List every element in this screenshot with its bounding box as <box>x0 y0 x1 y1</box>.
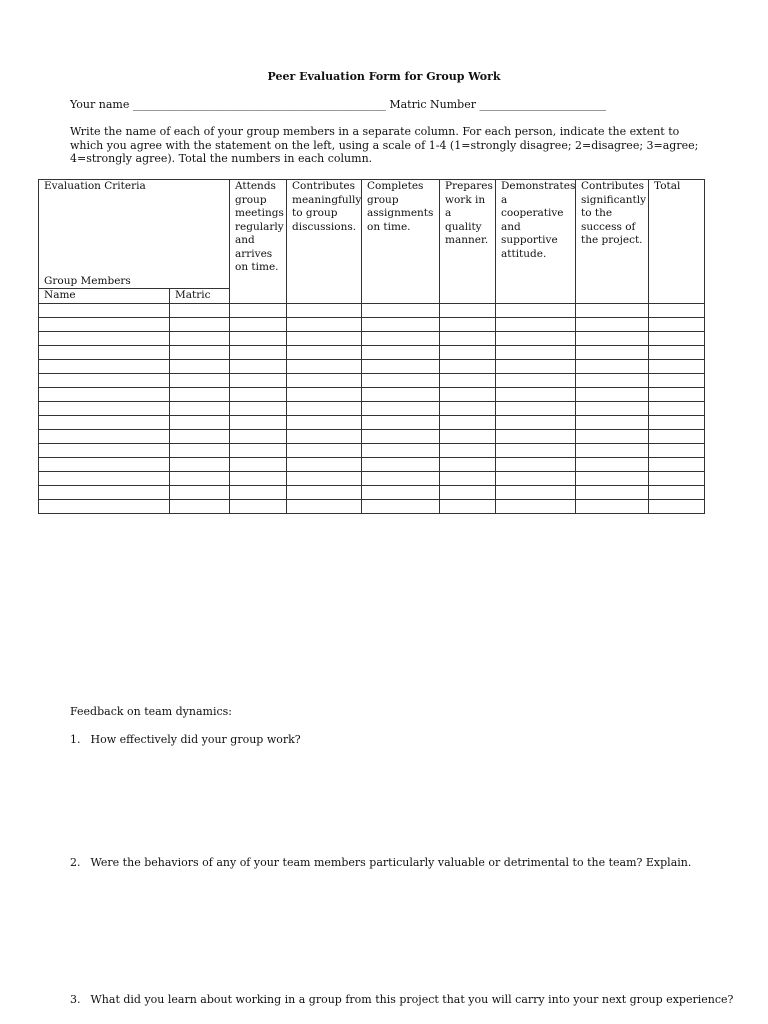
score-cell[interactable] <box>496 415 576 429</box>
score-cell[interactable] <box>496 401 576 415</box>
score-cell[interactable] <box>230 471 287 485</box>
score-cell[interactable] <box>576 317 649 331</box>
score-cell[interactable] <box>576 457 649 471</box>
score-cell[interactable] <box>287 331 362 345</box>
score-cell[interactable] <box>362 359 440 373</box>
total-cell[interactable] <box>649 499 705 513</box>
total-cell[interactable] <box>649 359 705 373</box>
member-row <box>39 429 705 443</box>
member-row <box>39 499 705 513</box>
total-cell[interactable] <box>649 345 705 359</box>
score-cell[interactable] <box>440 443 496 457</box>
total-cell[interactable] <box>649 429 705 443</box>
member-matric-cell[interactable] <box>170 401 230 415</box>
score-cell[interactable] <box>440 415 496 429</box>
score-cell[interactable] <box>230 373 287 387</box>
question-number: 1. <box>70 733 81 746</box>
total-cell[interactable] <box>649 373 705 387</box>
question-2 <box>70 856 691 869</box>
member-matric-cell[interactable] <box>170 373 230 387</box>
score-cell[interactable] <box>440 471 496 485</box>
member-name-cell[interactable] <box>39 457 170 471</box>
score-cell[interactable] <box>362 345 440 359</box>
member-matric-cell[interactable] <box>170 471 230 485</box>
member-matric-cell[interactable] <box>170 485 230 499</box>
score-cell[interactable] <box>496 457 576 471</box>
score-cell[interactable] <box>362 387 440 401</box>
total-cell[interactable] <box>649 471 705 485</box>
score-cell[interactable] <box>496 499 576 513</box>
your-name-label: Your name <box>70 98 130 111</box>
score-cell[interactable] <box>576 429 649 443</box>
score-cell[interactable] <box>287 387 362 401</box>
member-row <box>39 345 705 359</box>
score-cell[interactable] <box>287 499 362 513</box>
evaluation-criteria-label: Evaluation Criteria <box>44 180 146 192</box>
member-name-cell[interactable] <box>39 317 170 331</box>
score-cell[interactable] <box>576 415 649 429</box>
score-cell[interactable] <box>230 499 287 513</box>
member-row <box>39 331 705 345</box>
score-cell[interactable] <box>362 415 440 429</box>
member-rows <box>39 303 705 513</box>
form-title: Peer Evaluation Form for Group Work <box>267 70 501 83</box>
member-row <box>39 485 705 499</box>
score-cell[interactable] <box>287 345 362 359</box>
score-cell[interactable] <box>440 485 496 499</box>
score-cell[interactable] <box>496 373 576 387</box>
criterion-header: Contributes significantly to the success of the project. <box>576 180 649 304</box>
score-cell[interactable] <box>362 331 440 345</box>
question-text: How effectively did your group work? <box>90 733 301 746</box>
score-cell[interactable] <box>496 443 576 457</box>
member-row <box>39 303 705 317</box>
score-cell[interactable] <box>576 303 649 317</box>
instructions: Write the name of each of your group members in a separate column. For each person, indicate the extent to which you agree with the statement on the left, using a scale of 1-4 (1=strongly disagree; 2=disagree; 3=agree; 4=strongly agree). Total the numbers in each column. <box>70 125 699 165</box>
member-name-cell[interactable] <box>39 359 170 373</box>
total-cell[interactable] <box>649 303 705 317</box>
score-cell[interactable] <box>362 443 440 457</box>
total-cell[interactable] <box>649 331 705 345</box>
member-row <box>39 415 705 429</box>
criteria-header-row <box>39 180 705 289</box>
matric-number-label: Matric Number <box>389 98 476 111</box>
member-name-cell[interactable] <box>39 471 170 485</box>
member-matric-cell[interactable] <box>170 303 230 317</box>
member-name-cell[interactable] <box>39 331 170 345</box>
criterion-header: Completes group assignments on time. <box>362 180 440 304</box>
member-matric-cell[interactable] <box>170 443 230 457</box>
score-cell[interactable] <box>287 471 362 485</box>
score-cell[interactable] <box>362 401 440 415</box>
member-name-cell[interactable] <box>39 415 170 429</box>
member-name-cell[interactable] <box>39 429 170 443</box>
question-3 <box>70 993 733 1006</box>
score-cell[interactable] <box>440 401 496 415</box>
score-cell[interactable] <box>287 401 362 415</box>
score-cell[interactable] <box>287 429 362 443</box>
total-cell[interactable] <box>649 387 705 401</box>
score-cell[interactable] <box>362 499 440 513</box>
score-cell[interactable] <box>287 485 362 499</box>
score-cell[interactable] <box>230 443 287 457</box>
score-cell[interactable] <box>287 457 362 471</box>
score-cell[interactable] <box>440 317 496 331</box>
score-cell[interactable] <box>362 429 440 443</box>
score-cell[interactable] <box>230 415 287 429</box>
matric-number-field[interactable]: _______________________ <box>479 98 606 111</box>
score-cell[interactable] <box>496 331 576 345</box>
score-cell[interactable] <box>287 415 362 429</box>
score-cell[interactable] <box>496 359 576 373</box>
score-cell[interactable] <box>440 359 496 373</box>
score-cell[interactable] <box>440 457 496 471</box>
score-cell[interactable] <box>230 359 287 373</box>
member-name-cell[interactable] <box>39 303 170 317</box>
score-cell[interactable] <box>362 373 440 387</box>
score-cell[interactable] <box>496 429 576 443</box>
total-cell[interactable] <box>649 415 705 429</box>
group-members-label: Group Members <box>44 274 131 287</box>
member-matric-cell[interactable] <box>170 345 230 359</box>
score-cell[interactable] <box>230 345 287 359</box>
score-cell[interactable] <box>576 373 649 387</box>
score-cell[interactable] <box>576 443 649 457</box>
member-row <box>39 443 705 457</box>
score-cell[interactable] <box>362 303 440 317</box>
score-cell[interactable] <box>362 457 440 471</box>
score-cell[interactable] <box>576 387 649 401</box>
member-matric-cell[interactable] <box>170 457 230 471</box>
score-cell[interactable] <box>440 345 496 359</box>
evaluation-table <box>38 179 705 514</box>
member-matric-cell[interactable] <box>170 429 230 443</box>
member-row <box>39 401 705 415</box>
your-name-field[interactable]: ______________________________________________ <box>132 98 386 111</box>
score-cell[interactable] <box>362 317 440 331</box>
member-name-cell[interactable] <box>39 401 170 415</box>
question-number: 2. <box>70 856 81 869</box>
score-cell[interactable] <box>496 387 576 401</box>
score-cell[interactable] <box>576 331 649 345</box>
member-matric-cell[interactable] <box>170 499 230 513</box>
score-cell[interactable] <box>576 359 649 373</box>
feedback-heading: Feedback on team dynamics: <box>70 705 232 718</box>
score-cell[interactable] <box>440 387 496 401</box>
member-row <box>39 471 705 485</box>
score-cell[interactable] <box>576 401 649 415</box>
score-cell[interactable] <box>496 303 576 317</box>
member-matric-cell[interactable] <box>170 359 230 373</box>
score-cell[interactable] <box>362 471 440 485</box>
score-cell[interactable] <box>440 429 496 443</box>
criterion-header: Attends group meetings regularly and arrives on time. <box>230 180 287 304</box>
score-cell[interactable] <box>230 457 287 471</box>
name-column-header: Name <box>39 289 170 304</box>
score-cell[interactable] <box>440 303 496 317</box>
question-text: Were the behaviors of any of your team members particularly valuable or detrimental to the team? Explain. <box>90 856 692 869</box>
criterion-header: Prepares work in a quality manner. <box>440 180 496 304</box>
score-cell[interactable] <box>230 387 287 401</box>
member-row <box>39 359 705 373</box>
score-cell[interactable] <box>440 331 496 345</box>
member-row <box>39 387 705 401</box>
total-header: Total <box>649 180 705 304</box>
member-name-cell[interactable] <box>39 387 170 401</box>
score-cell[interactable] <box>576 485 649 499</box>
criteria-header-cell <box>39 180 230 289</box>
member-row <box>39 317 705 331</box>
member-name-cell[interactable] <box>39 443 170 457</box>
member-row <box>39 457 705 471</box>
member-matric-cell[interactable] <box>170 387 230 401</box>
score-cell[interactable] <box>440 373 496 387</box>
question-number: 3. <box>70 993 81 1006</box>
question-text: What did you learn about working in a group from this project that you will carry into your next group experience? <box>90 993 734 1006</box>
member-row <box>39 373 705 387</box>
score-cell[interactable] <box>496 485 576 499</box>
total-cell[interactable] <box>649 485 705 499</box>
score-cell[interactable] <box>230 485 287 499</box>
member-name-cell[interactable] <box>39 373 170 387</box>
score-cell[interactable] <box>496 471 576 485</box>
score-cell[interactable] <box>230 401 287 415</box>
member-matric-cell[interactable] <box>170 331 230 345</box>
member-name-cell[interactable] <box>39 499 170 513</box>
criterion-header: Demonstrates a cooperative and supportive attitude. <box>496 180 576 304</box>
total-cell[interactable] <box>649 443 705 457</box>
score-cell[interactable] <box>440 499 496 513</box>
score-cell[interactable] <box>576 499 649 513</box>
identity-line <box>70 98 606 111</box>
score-cell[interactable] <box>496 317 576 331</box>
member-name-cell[interactable] <box>39 345 170 359</box>
score-cell[interactable] <box>362 485 440 499</box>
member-matric-cell[interactable] <box>170 317 230 331</box>
score-cell[interactable] <box>287 359 362 373</box>
score-cell[interactable] <box>576 471 649 485</box>
question-1 <box>70 733 301 746</box>
total-cell[interactable] <box>649 457 705 471</box>
score-cell[interactable] <box>576 345 649 359</box>
total-cell[interactable] <box>649 317 705 331</box>
total-cell[interactable] <box>649 401 705 415</box>
score-cell[interactable] <box>230 303 287 317</box>
score-cell[interactable] <box>287 373 362 387</box>
score-cell[interactable] <box>496 345 576 359</box>
score-cell[interactable] <box>287 303 362 317</box>
member-matric-cell[interactable] <box>170 415 230 429</box>
score-cell[interactable] <box>230 429 287 443</box>
score-cell[interactable] <box>230 317 287 331</box>
criterion-header: Contributes meaningfully to group discussions. <box>287 180 362 304</box>
score-cell[interactable] <box>230 331 287 345</box>
member-name-cell[interactable] <box>39 485 170 499</box>
matric-column-header: Matric <box>170 289 230 304</box>
score-cell[interactable] <box>287 317 362 331</box>
score-cell[interactable] <box>287 443 362 457</box>
